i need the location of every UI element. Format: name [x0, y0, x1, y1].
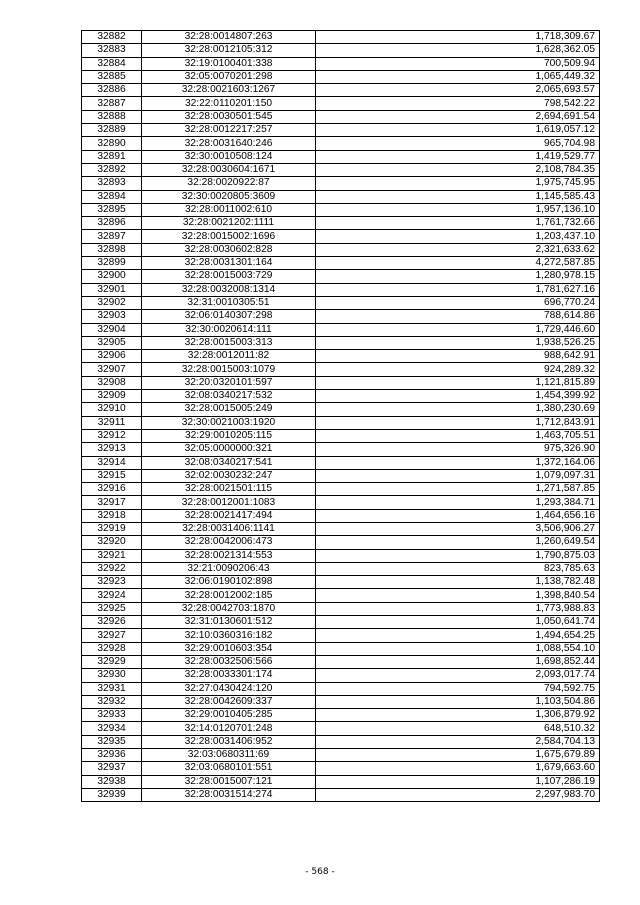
cadastral-code-cell: 32:28:0015003:729	[142, 270, 316, 283]
row-number-cell: 32885	[82, 70, 142, 83]
row-number-cell: 32929	[82, 655, 142, 668]
table-row	[82, 616, 600, 629]
row-number-cell: 32924	[82, 589, 142, 602]
cadastral-code-cell: 32:20:0320101:597	[142, 376, 316, 389]
table-row	[82, 283, 600, 296]
cadastral-code-cell: 32:08:0340217:541	[142, 456, 316, 469]
cadastral-code-cell: 32:14:0120701:248	[142, 722, 316, 735]
table-row	[82, 323, 600, 336]
row-number-cell: 32909	[82, 390, 142, 403]
amount-cell: 965,704.98	[316, 137, 600, 150]
row-number-cell: 32931	[82, 682, 142, 695]
cadastral-code-cell: 32:28:0021501:115	[142, 483, 316, 496]
amount-cell: 2,321,633.62	[316, 243, 600, 256]
table-row	[82, 350, 600, 363]
row-number-cell: 32917	[82, 496, 142, 509]
amount-cell: 1,698,852.44	[316, 655, 600, 668]
table-row	[82, 642, 600, 655]
table-row	[82, 336, 600, 349]
table-row	[82, 735, 600, 748]
amount-cell: 1,050,641.74	[316, 616, 600, 629]
amount-cell: 1,372,164.06	[316, 456, 600, 469]
cadastral-code-cell: 32:30:0020805:3609	[142, 190, 316, 203]
cadastral-code-cell: 32:29:0010603:354	[142, 642, 316, 655]
table-row	[82, 57, 600, 70]
row-number-cell: 32888	[82, 110, 142, 123]
cadastral-code-cell: 32:28:0015002:1696	[142, 230, 316, 243]
table-row	[82, 190, 600, 203]
table-row	[82, 695, 600, 708]
table-row	[82, 429, 600, 442]
cadastral-code-cell: 32:30:0021003:1920	[142, 416, 316, 429]
table-row	[82, 456, 600, 469]
row-number-cell: 32906	[82, 350, 142, 363]
cadastral-code-cell: 32:27:0430424:120	[142, 682, 316, 695]
row-number-cell: 32939	[82, 788, 142, 801]
cadastral-code-cell: 32:28:0012011:82	[142, 350, 316, 363]
table-row	[82, 483, 600, 496]
table-row	[82, 536, 600, 549]
cadastral-code-cell: 32:31:0130601:512	[142, 616, 316, 629]
amount-cell: 2,297,983.70	[316, 788, 600, 801]
row-number-cell: 32896	[82, 217, 142, 230]
row-number-cell: 32925	[82, 602, 142, 615]
row-number-cell: 32913	[82, 443, 142, 456]
amount-cell: 2,108,784.35	[316, 163, 600, 176]
amount-cell: 1,761,732.66	[316, 217, 600, 230]
row-number-cell: 32905	[82, 336, 142, 349]
cadastral-code-cell: 32:28:0031301:164	[142, 257, 316, 270]
amount-cell: 1,380,230.69	[316, 403, 600, 416]
cadastral-code-cell: 32:28:0042006:473	[142, 536, 316, 549]
cadastral-code-cell: 32:28:0042609:337	[142, 695, 316, 708]
amount-cell: 1,079,097.31	[316, 469, 600, 482]
table-row	[82, 709, 600, 722]
cadastral-code-cell: 32:28:0033301:174	[142, 669, 316, 682]
cadastral-code-cell: 32:28:0042703:1870	[142, 602, 316, 615]
cadastral-code-cell: 32:28:0014807:263	[142, 31, 316, 44]
row-number-cell: 32938	[82, 775, 142, 788]
row-number-cell: 32882	[82, 31, 142, 44]
row-number-cell: 32907	[82, 363, 142, 376]
row-number-cell: 32902	[82, 296, 142, 309]
row-number-cell: 32891	[82, 150, 142, 163]
row-number-cell: 32910	[82, 403, 142, 416]
cadastral-code-cell: 32:05:0070201:298	[142, 70, 316, 83]
page-number: - 568 -	[305, 867, 335, 877]
cadastral-code-cell: 32:10:0360316:182	[142, 629, 316, 642]
table-row	[82, 124, 600, 137]
cadastral-code-cell: 32:28:0032506:566	[142, 655, 316, 668]
amount-cell: 3,506,906.27	[316, 522, 600, 535]
cadastral-code-cell: 32:28:0021603:1267	[142, 84, 316, 97]
amount-cell: 1,619,057.12	[316, 124, 600, 137]
amount-cell: 1,975,745.95	[316, 177, 600, 190]
row-number-cell: 32897	[82, 230, 142, 243]
cadastral-code-cell: 32:28:0011002:610	[142, 203, 316, 216]
amount-cell: 1,781,627.16	[316, 283, 600, 296]
amount-cell: 1,419,529.77	[316, 150, 600, 163]
table-row	[82, 296, 600, 309]
data-table	[81, 30, 600, 802]
cadastral-code-cell: 32:03:0680311:69	[142, 749, 316, 762]
row-number-cell: 32899	[82, 257, 142, 270]
table-row	[82, 443, 600, 456]
amount-cell: 696,770.24	[316, 296, 600, 309]
row-number-cell: 32898	[82, 243, 142, 256]
amount-cell: 1,463,705.51	[316, 429, 600, 442]
row-number-cell: 32920	[82, 536, 142, 549]
cadastral-code-cell: 32:06:0140307:298	[142, 310, 316, 323]
table-row	[82, 110, 600, 123]
table-row	[82, 70, 600, 83]
cadastral-code-cell: 32:28:0021202:1111	[142, 217, 316, 230]
amount-cell: 1,103,504.86	[316, 695, 600, 708]
cadastral-code-cell: 32:28:0031514:274	[142, 788, 316, 801]
row-number-cell: 32912	[82, 429, 142, 442]
cadastral-code-cell: 32:28:0031406:1141	[142, 522, 316, 535]
amount-cell: 975,326.90	[316, 443, 600, 456]
amount-cell: 1,729,446.60	[316, 323, 600, 336]
table-row	[82, 682, 600, 695]
row-number-cell: 32900	[82, 270, 142, 283]
cadastral-code-cell: 32:28:0012217:257	[142, 124, 316, 137]
table-row	[82, 203, 600, 216]
row-number-cell: 32923	[82, 576, 142, 589]
amount-cell: 924,289.32	[316, 363, 600, 376]
cadastral-code-cell: 32:28:0012105:312	[142, 44, 316, 57]
amount-cell: 648,510.32	[316, 722, 600, 735]
table-row	[82, 243, 600, 256]
amount-cell: 1,088,554.10	[316, 642, 600, 655]
table-row	[82, 496, 600, 509]
cadastral-code-cell: 32:28:0032008:1314	[142, 283, 316, 296]
cadastral-code-cell: 32:21:0090206:43	[142, 562, 316, 575]
row-number-cell: 32884	[82, 57, 142, 70]
cadastral-code-cell: 32:08:0340217:532	[142, 390, 316, 403]
row-number-cell: 32911	[82, 416, 142, 429]
amount-cell: 1,306,879.92	[316, 709, 600, 722]
table-row	[82, 31, 600, 44]
table-row	[82, 403, 600, 416]
amount-cell: 794,592.75	[316, 682, 600, 695]
row-number-cell: 32930	[82, 669, 142, 682]
table-row	[82, 522, 600, 535]
cadastral-code-cell: 32:28:0021314:553	[142, 549, 316, 562]
cadastral-code-cell: 32:28:0031406:952	[142, 735, 316, 748]
table-row	[82, 549, 600, 562]
table-row	[82, 722, 600, 735]
row-number-cell: 32908	[82, 376, 142, 389]
amount-cell: 2,065,693.57	[316, 84, 600, 97]
cadastral-code-cell: 32:28:0030501:545	[142, 110, 316, 123]
cadastral-code-cell: 32:05:0000000:321	[142, 443, 316, 456]
amount-cell: 1,107,286.19	[316, 775, 600, 788]
amount-cell: 1,121,815.89	[316, 376, 600, 389]
amount-cell: 1,203,437.10	[316, 230, 600, 243]
amount-cell: 1,773,988.83	[316, 602, 600, 615]
row-number-cell: 32886	[82, 84, 142, 97]
table-row	[82, 163, 600, 176]
row-number-cell: 32933	[82, 709, 142, 722]
row-number-cell: 32883	[82, 44, 142, 57]
row-number-cell: 32921	[82, 549, 142, 562]
row-number-cell: 32903	[82, 310, 142, 323]
table-row	[82, 416, 600, 429]
amount-cell: 1,464,656.16	[316, 509, 600, 522]
amount-cell: 700,509.94	[316, 57, 600, 70]
amount-cell: 1,293,384.71	[316, 496, 600, 509]
table-row	[82, 562, 600, 575]
amount-cell: 2,694,691.54	[316, 110, 600, 123]
amount-cell: 1,679,663.60	[316, 762, 600, 775]
cadastral-code-cell: 32:31:0010305:51	[142, 296, 316, 309]
row-number-cell: 32892	[82, 163, 142, 176]
table-row	[82, 150, 600, 163]
amount-cell: 1,280,978.15	[316, 270, 600, 283]
amount-cell: 1,957,136.10	[316, 203, 600, 216]
amount-cell: 2,584,704.13	[316, 735, 600, 748]
amount-cell: 788,614.86	[316, 310, 600, 323]
table-row	[82, 589, 600, 602]
row-number-cell: 32915	[82, 469, 142, 482]
table-row	[82, 390, 600, 403]
table-row	[82, 749, 600, 762]
table-row	[82, 669, 600, 682]
amount-cell: 1,938,526.25	[316, 336, 600, 349]
amount-cell: 1,398,840.54	[316, 589, 600, 602]
table-row	[82, 469, 600, 482]
table-row	[82, 762, 600, 775]
row-number-cell: 32926	[82, 616, 142, 629]
amount-cell: 798,542.22	[316, 97, 600, 110]
row-number-cell: 32928	[82, 642, 142, 655]
table-row	[82, 137, 600, 150]
amount-cell: 1,260,649.54	[316, 536, 600, 549]
cadastral-code-cell: 32:28:0015005:249	[142, 403, 316, 416]
row-number-cell: 32901	[82, 283, 142, 296]
table-row	[82, 97, 600, 110]
cadastral-code-cell: 32:03:0680101:551	[142, 762, 316, 775]
row-number-cell: 32936	[82, 749, 142, 762]
table-row	[82, 602, 600, 615]
row-number-cell: 32916	[82, 483, 142, 496]
row-number-cell: 32935	[82, 735, 142, 748]
cadastral-code-cell: 32:22:0110201:150	[142, 97, 316, 110]
amount-cell: 1,271,587.85	[316, 483, 600, 496]
table-row	[82, 788, 600, 801]
cadastral-code-cell: 32:30:0010508:124	[142, 150, 316, 163]
table-row	[82, 44, 600, 57]
cadastral-code-cell: 32:28:0031640:246	[142, 137, 316, 150]
cadastral-code-cell: 32:28:0012002:185	[142, 589, 316, 602]
amount-cell: 1,494,654.25	[316, 629, 600, 642]
amount-cell: 1,712,843.91	[316, 416, 600, 429]
amount-cell: 988,642.91	[316, 350, 600, 363]
amount-cell: 1,138,782.48	[316, 576, 600, 589]
row-number-cell: 32919	[82, 522, 142, 535]
table-row	[82, 217, 600, 230]
row-number-cell: 32932	[82, 695, 142, 708]
table-row	[82, 376, 600, 389]
cadastral-code-cell: 32:28:0012001:1083	[142, 496, 316, 509]
amount-cell: 1,454,399.92	[316, 390, 600, 403]
row-number-cell: 32914	[82, 456, 142, 469]
table-row	[82, 310, 600, 323]
row-number-cell: 32889	[82, 124, 142, 137]
amount-cell: 2,093,017.74	[316, 669, 600, 682]
table-row	[82, 177, 600, 190]
table-row	[82, 576, 600, 589]
cadastral-code-cell: 32:29:0010405:285	[142, 709, 316, 722]
table-row	[82, 629, 600, 642]
cadastral-code-cell: 32:28:0021417:494	[142, 509, 316, 522]
cadastral-code-cell: 32:29:0010205:115	[142, 429, 316, 442]
amount-cell: 1,145,585.43	[316, 190, 600, 203]
table-row	[82, 257, 600, 270]
amount-cell: 823,785.63	[316, 562, 600, 575]
row-number-cell: 32893	[82, 177, 142, 190]
cadastral-code-cell: 32:28:0030602:828	[142, 243, 316, 256]
row-number-cell: 32895	[82, 203, 142, 216]
cadastral-code-cell: 32:28:0015007:121	[142, 775, 316, 788]
cadastral-code-cell: 32:28:0030604:1671	[142, 163, 316, 176]
cadastral-code-cell: 32:02:0030232:247	[142, 469, 316, 482]
table-row	[82, 775, 600, 788]
row-number-cell: 32894	[82, 190, 142, 203]
amount-cell: 4,272,587.85	[316, 257, 600, 270]
amount-cell: 1,628,362.05	[316, 44, 600, 57]
amount-cell: 1,065,449.32	[316, 70, 600, 83]
table-row	[82, 363, 600, 376]
row-number-cell: 32937	[82, 762, 142, 775]
row-number-cell: 32918	[82, 509, 142, 522]
row-number-cell: 32934	[82, 722, 142, 735]
amount-cell: 1,675,679.89	[316, 749, 600, 762]
cadastral-code-cell: 32:28:0015003:1079	[142, 363, 316, 376]
amount-cell: 1,790,875.03	[316, 549, 600, 562]
cadastral-code-cell: 32:28:0020922:87	[142, 177, 316, 190]
row-number-cell: 32927	[82, 629, 142, 642]
table-row	[82, 509, 600, 522]
amount-cell: 1,718,309.67	[316, 31, 600, 44]
table-row	[82, 84, 600, 97]
cadastral-code-cell: 32:06:0190102:898	[142, 576, 316, 589]
cadastral-code-cell: 32:28:0015003:313	[142, 336, 316, 349]
cadastral-code-cell: 32:19:0100401:338	[142, 57, 316, 70]
row-number-cell: 32887	[82, 97, 142, 110]
row-number-cell: 32904	[82, 323, 142, 336]
row-number-cell: 32922	[82, 562, 142, 575]
cadastral-code-cell: 32:30:0020614:111	[142, 323, 316, 336]
row-number-cell: 32890	[82, 137, 142, 150]
table-row	[82, 270, 600, 283]
table-row	[82, 230, 600, 243]
table-body	[82, 31, 600, 802]
table-row	[82, 655, 600, 668]
